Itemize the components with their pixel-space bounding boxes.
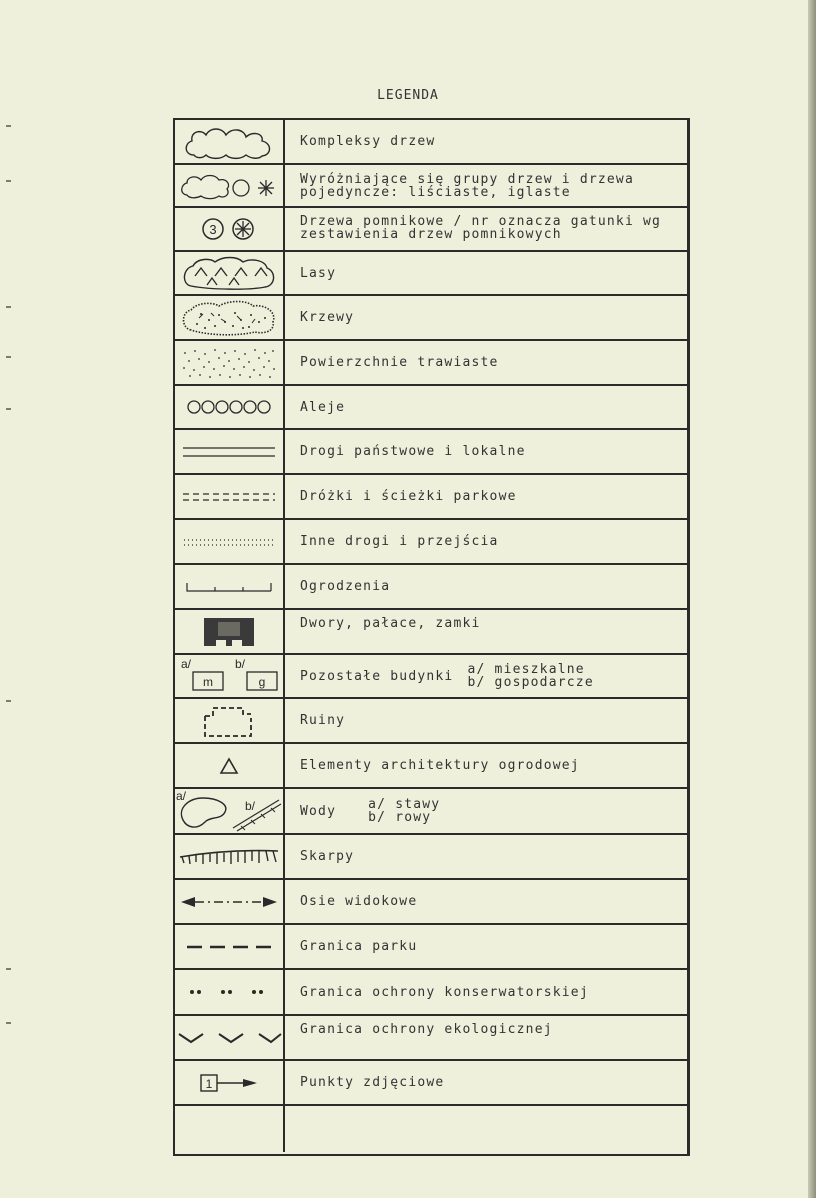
legend-sublabel-b: b/ rowy — [368, 810, 432, 825]
legend-label: Drogi państwowe i lokalne — [300, 444, 526, 459]
legend-label: Skarpy — [300, 849, 355, 864]
margin-mark — [6, 180, 11, 182]
legend-label: Lasy — [300, 265, 337, 281]
legend-label: Granica parku — [300, 939, 418, 954]
water-tag-a: a/ — [176, 789, 187, 803]
legend-label — [300, 1106, 681, 1152]
legend-title: LEGENDA — [377, 88, 439, 103]
margin-mark — [6, 968, 11, 970]
photo-point-number: 1 — [205, 1076, 213, 1091]
margin-mark — [6, 125, 11, 127]
fence-icon — [175, 565, 285, 608]
legend-label: Granica ochrony konserwatorskiej — [300, 984, 589, 1000]
building-tag-b: b/ — [235, 657, 246, 671]
legend-label: Ruiny — [300, 713, 346, 728]
legend-row — [175, 789, 687, 835]
building-tag-a: a/ — [181, 657, 192, 671]
road-icon — [175, 430, 285, 473]
grass-icon — [175, 341, 285, 384]
legend-label: Granica ochrony ekologicznej — [300, 1022, 553, 1037]
legend-row — [175, 699, 687, 744]
legend-row — [175, 475, 687, 520]
triangle-icon — [175, 744, 285, 787]
legend-row — [175, 252, 687, 296]
margin-mark — [6, 408, 11, 410]
water-icon — [175, 789, 285, 833]
water-tag-b: b/ — [245, 799, 256, 813]
legend-row — [175, 1016, 687, 1061]
legend-row — [175, 165, 687, 208]
manor-icon — [175, 610, 285, 653]
legend-row — [175, 341, 687, 386]
legend-label: Powierzchnie trawiaste — [300, 355, 499, 370]
legend-row — [175, 835, 687, 880]
legend-row — [175, 208, 687, 252]
legend-label-group — [300, 655, 681, 697]
legend-row — [175, 296, 687, 341]
legend-label: Dróżki i ścieżki parkowe — [300, 489, 517, 504]
legend-label: Wyróżniające się grupy drzew i drzewa pojedyncze: liściaste, iglaste — [300, 171, 634, 200]
legend-row — [175, 565, 687, 610]
legend-row — [175, 655, 687, 699]
empty-symbol-cell — [175, 1106, 285, 1152]
tree-groups-icon — [175, 165, 285, 206]
legend-table — [173, 118, 690, 1156]
legend-label: Aleje — [300, 399, 346, 415]
legend-row-empty — [175, 1106, 687, 1152]
alley-icon — [175, 386, 285, 428]
escarpment-icon — [175, 835, 285, 878]
margin-mark — [6, 356, 11, 358]
legend-label: Inne drogi i przejścia — [300, 534, 499, 549]
legend-label: Pozostałe budynki — [300, 668, 454, 684]
legend-label: Osie widokowe — [300, 894, 418, 909]
legend-row — [175, 744, 687, 789]
tree-complex-icon — [175, 120, 285, 163]
page-edge-shadow — [808, 0, 816, 1198]
path-icon — [175, 475, 285, 518]
legend-row — [175, 880, 687, 925]
building-box-a: m — [203, 675, 213, 689]
legend-row — [175, 1061, 687, 1106]
legend-row — [175, 386, 687, 430]
legend-label: Ogrodzenia — [300, 579, 391, 594]
legend-label: Drzewa pomnikowe / nr oznacza gatunki wg zestawienia drzew pomnikowych — [300, 214, 662, 242]
view-axis-icon — [175, 880, 285, 923]
shrubs-icon — [175, 296, 285, 339]
legend-row — [175, 970, 687, 1016]
legend-label: Wody — [300, 803, 337, 819]
legend-label: Kompleksy drzew — [300, 134, 436, 149]
conservation-border-icon — [175, 970, 285, 1014]
margin-mark — [6, 306, 11, 308]
monument-tree-number: 3 — [209, 222, 217, 237]
monument-tree-icon — [175, 208, 285, 250]
legend-row — [175, 120, 687, 165]
building-box-b: g — [258, 675, 266, 689]
margin-mark — [6, 700, 11, 702]
forest-icon — [175, 252, 285, 294]
legend-label: Elementy architektury ogrodowej — [300, 758, 580, 773]
buildings-icon — [175, 655, 285, 697]
legend-row — [175, 925, 687, 970]
legend-label: Punkty zdjęciowe — [300, 1075, 445, 1090]
legend-label: Dwory, pałace, zamki — [300, 616, 481, 631]
legend-sublabel-a: a/ stawy — [368, 797, 441, 812]
park-border-icon — [175, 925, 285, 968]
photo-point-icon — [175, 1061, 285, 1104]
legend-sublabel-b: b/ gospodarcze — [467, 675, 594, 690]
legend-label: Krzewy — [300, 310, 355, 325]
ecological-border-icon — [175, 1016, 285, 1059]
margin-mark — [6, 1022, 11, 1024]
other-path-icon — [175, 520, 285, 563]
legend-sublabel-a: a/ mieszkalne — [467, 662, 585, 677]
legend-label-group — [300, 789, 681, 833]
legend-row — [175, 610, 687, 655]
legend-row — [175, 520, 687, 565]
ruins-icon — [175, 699, 285, 742]
legend-row — [175, 430, 687, 475]
